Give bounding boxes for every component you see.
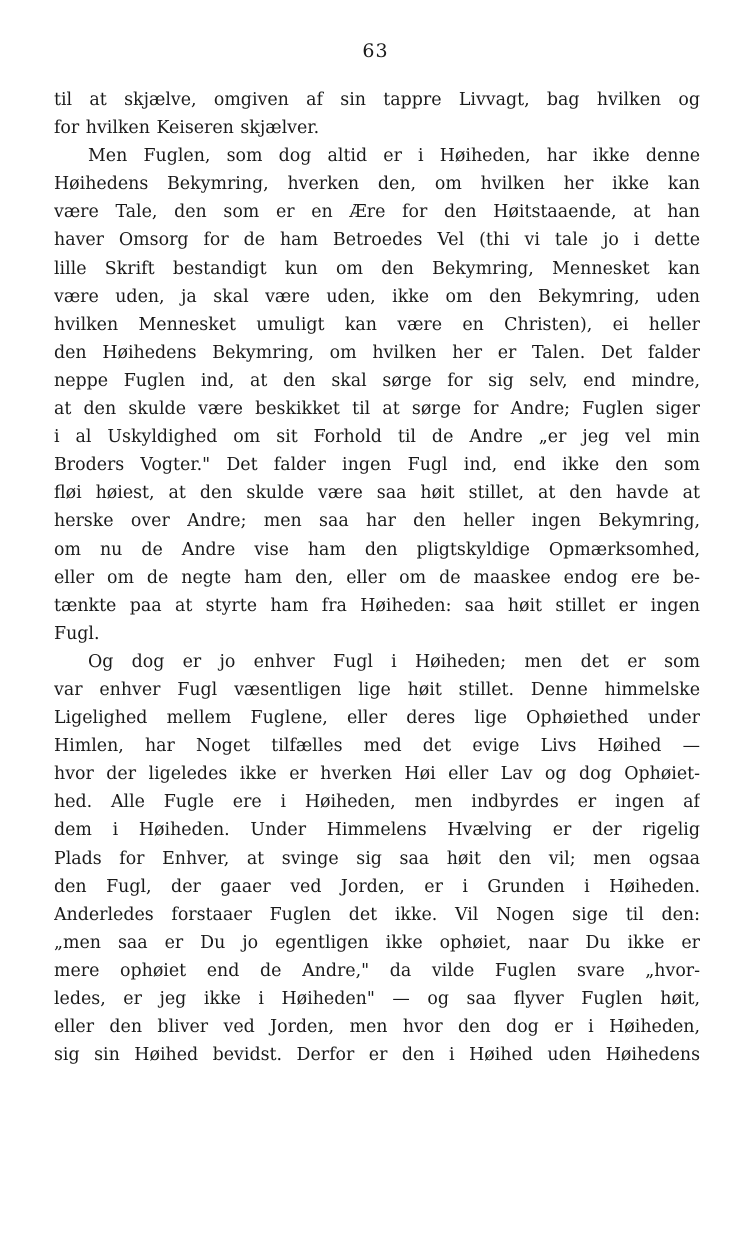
text-line: „men saa er Du jo egentligen ikke ophøiet, naar Du ikke er — [54, 932, 700, 953]
text-line: eller om de negte ham den, eller om de maaskee endog ere be- — [54, 567, 700, 588]
text-line: Og dog er jo enhver Fugl i Høiheden; men det er som — [88, 651, 700, 672]
text-line: eller den bliver ved Jorden, men hvor den dog er i Høiheden, — [54, 1017, 700, 1038]
text-line: sig sin Høihed bevidst. Derfor er den i Høihed uden Høihedens — [54, 1045, 700, 1066]
text-line: Broders Vogter." Det falder ingen Fugl ind, end ikke den som — [54, 455, 700, 476]
text-line: Plads for Enhver, at svinge sig saa høit den vil; men ogsaa — [54, 848, 700, 869]
text-line: om nu de Andre vise ham den pligtskyldige Opmærksomhed, — [54, 539, 700, 560]
text-line: hvor der ligeledes ikke er hverken Høi eller Lav og dog Ophøiet- — [54, 764, 700, 785]
text-line: var enhver Fugl væsentligen lige høit stillet. Denne himmelske — [54, 679, 700, 700]
text-line: mere ophøiet end de Andre," da vilde Fuglen svare „hvor- — [54, 960, 700, 981]
text-line: i al Uskyldighed om sit Forhold til de Andre „er jeg vel min — [54, 427, 700, 448]
text-line: hed. Alle Fugle ere i Høiheden, men indbyrdes er ingen af — [54, 792, 700, 813]
text-line: dem i Høiheden. Under Himmelens Hvælving er der rigelig — [54, 820, 700, 841]
text-line: den Fugl, der gaaer ved Jorden, er i Grunden i Høiheden. — [54, 876, 700, 897]
page-number: 63 — [362, 40, 389, 62]
text-line: ledes, er jeg ikke i Høiheden" — og saa flyver Fuglen høit, — [54, 989, 700, 1009]
text-line: tænkte paa at styrte ham fra Høiheden: saa høit stillet er ingen — [54, 595, 700, 616]
text-line: Himlen, har Noget tilfælles med det evige Livs Høihed — — [54, 736, 700, 757]
text-line: Anderledes forstaaer Fuglen det ikke. Vil Nogen sige til den: — [54, 904, 700, 925]
text-line: lille Skrift bestandigt kun om den Bekymring, Mennesket kan — [54, 258, 700, 279]
text-line: at den skulde være beskikket til at sørge for Andre; Fuglen siger — [54, 399, 700, 420]
text-line: for hvilken Keiseren skjælver. — [54, 118, 320, 139]
text-line: Høihedens Bekymring, hverken den, om hvilken her ikke kan — [54, 174, 700, 195]
body-text — [54, 86, 700, 1069]
text-line: hvilken Mennesket umuligt kan være en Christen), ei heller — [54, 314, 700, 335]
text-line: haver Omsorg for de ham Betroedes Vel (thi vi tale jo i dette — [54, 230, 700, 251]
text-line: Fugl. — [54, 623, 100, 644]
text-line: være uden, ja skal være uden, ikke om den Bekymring, uden — [54, 286, 700, 307]
text-line: Ligelighed mellem Fuglene, eller deres lige Ophøiethed under — [54, 708, 700, 729]
text-line: neppe Fuglen ind, at den skal sørge for sig selv, end mindre, — [54, 370, 700, 391]
text-line: Men Fuglen, som dog altid er i Høiheden, har ikke denne — [88, 146, 700, 167]
text-line: den Høihedens Bekymring, om hvilken her er Talen. Det falder — [54, 342, 700, 363]
text-line: fløi høiest, at den skulde være saa høit stillet, at den havde at — [54, 483, 700, 504]
text-line: til at skjælve, omgiven af sin tappre Livvagt, bag hvilken og — [54, 90, 700, 110]
text-line: være Tale, den som er en Ære for den Høitstaaende, at han — [54, 202, 700, 223]
text-line: herske over Andre; men saa har den heller ingen Bekymring, — [54, 511, 700, 532]
